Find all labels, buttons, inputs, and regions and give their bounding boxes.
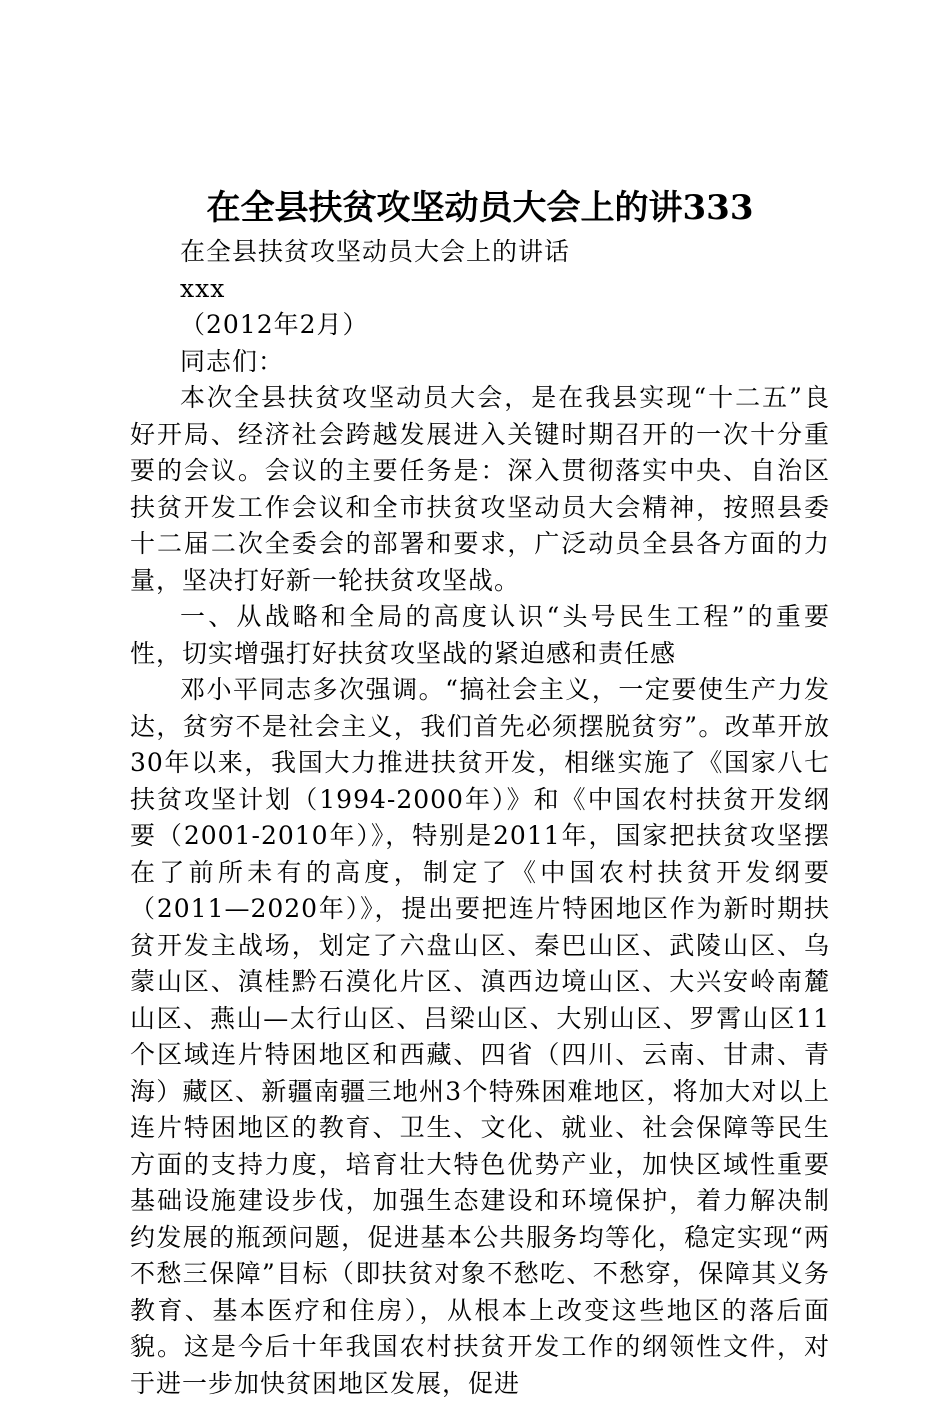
salutation: 同志们：	[180, 346, 285, 376]
section-heading-1: 一、从战略和全局的高度认识“头号民生工程”的重要性，切实增强打好扶贫攻坚战的紧迫感和责任感	[130, 602, 830, 668]
paragraph-body: 邓小平同志多次强调。“搞社会主义，一定要使生产力发达，贫穷不是社会主义，我们首先必须摆脱贫穷”。改革开放30年以来，我国大力推进扶贫开发，相继实施了《国家八七扶贫攻坚计划（1994-2000年）》和《中国农村扶贫开发纲要（2001-2010年）》，特别是2011年，国家把扶贫攻坚摆在了前所未有的高度，制定了《中国农村扶贫开发纲要（2011—2020年）》，提出要把连片特困地区作为新时期扶贫开发主战场，划定了六盘山区、秦巴山区、武陵山区、乌蒙山区、滇桂黔石漠化片区、滇西边境山区、大兴安岭南麓山区、燕山—太行山区、吕梁山区、大别山区、罗霄山区11个区域连片特困地区和西藏、四省（四川、云南、甘肃、青海）藏区、新疆南疆三地州3个特殊困难地区，将加大对以上连片特困地区的教育、卫生、文化、就业、社会保障等民生方面的支持力度，培育壮大特色优势产业，加快区域性重要基础设施建设步伐，加强生态建设和环境保护，着力解决制约发展的瓶颈问题，促进基本公共服务均等化，稳定实现“两不愁三保障”目标（即扶贫对象不愁吃、不愁穿，保障其义务教育、基本医疗和住房），从根本上改变这些地区的落后面貌。这是今后十年我国农村扶贫开发工作的纲领性文件，对于进一步加快贫困地区发展，促进	[130, 675, 830, 1398]
speech-subtitle: 在全县扶贫攻坚动员大会上的讲话	[180, 237, 571, 266]
speaker-name: xxx	[180, 273, 226, 303]
speech-date: （2012年2月）	[180, 310, 369, 339]
document-title: 在全县扶贫攻坚动员大会上的讲333	[206, 188, 754, 228]
paragraph-intro: 本次全县扶贫攻坚动员大会，是在我县实现“十二五”良好开局、经济社会跨越发展进入关键时期召开的一次十分重要的会议。会议的主要任务是：深入贯彻落实中央、自治区扶贫开发工作会议和全市扶贫攻坚动员大会精神，按照县委十二届二次全委会的部署和要求，广泛动员全县各方面的力量，坚决打好新一轮扶贫攻坚战。	[130, 383, 830, 595]
document-body	[130, 234, 830, 1402]
